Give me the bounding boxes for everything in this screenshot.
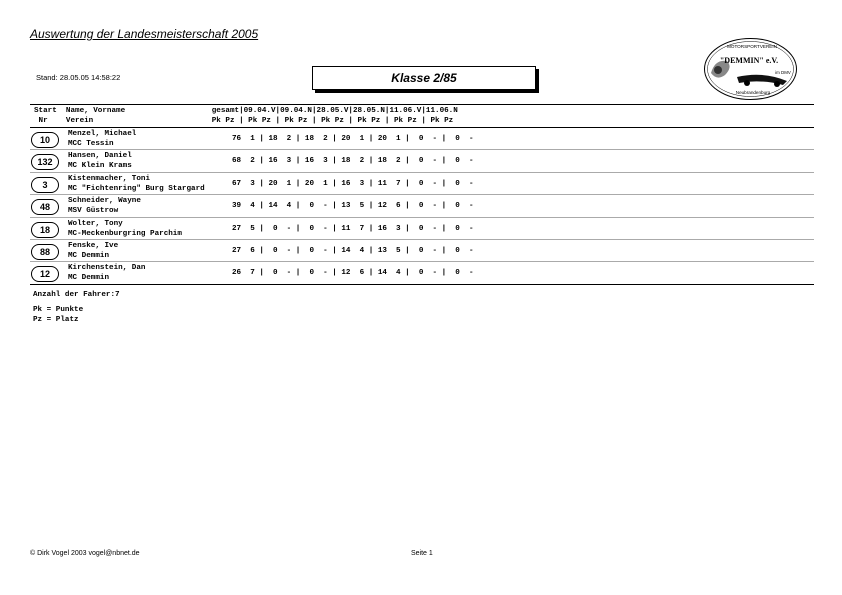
table-header: [34, 106, 458, 126]
table-row: [0, 218, 842, 240]
rider-results: 76 1 | 18 2 | 18 2 | 20 1 | 20 1 | 0 - | 0 -: [232, 135, 474, 143]
rider-club: MCC Tessin: [68, 140, 114, 148]
start-number: 3: [31, 177, 59, 193]
logo-side-text: im DMV: [775, 70, 791, 75]
rider-name: Fenske, Ive: [68, 242, 119, 250]
rider-club: MC Klein Krams: [68, 162, 132, 171]
start-number: 88: [31, 244, 59, 260]
rider-info: [68, 129, 136, 149]
rider-results: 67 3 | 20 1 | 20 1 | 16 3 | 11 7 | 0 - | 0 -: [232, 179, 474, 188]
rider-info: [68, 241, 118, 261]
start-number: 18: [31, 222, 59, 238]
rider-count: Anzahl der Fahrer:7: [33, 291, 120, 299]
rider-info: [68, 219, 182, 239]
document-title: Auswertung der Landesmeisterschaft 2005: [30, 27, 259, 41]
row-divider: [30, 284, 814, 285]
rider-info: [68, 174, 205, 194]
rider-results: 39 4 | 14 4 | 0 - | 13 5 | 12 6 | 0 - | 0 -: [232, 202, 474, 211]
table-row: [0, 173, 842, 195]
rider-club: MC Demmin: [68, 274, 110, 283]
logo-main-text: "DEMMIN" e.V.: [719, 56, 779, 65]
klasse-label: Klasse 2/85: [391, 71, 457, 85]
rider-name: Kistenmacher, Toni: [68, 174, 151, 183]
rider-results: 68 2 | 16 3 | 16 3 | 18 2 | 18 2 | 0 - | 0 -: [232, 157, 474, 166]
footer-copyright: © Dirk Vogel 2003 vogel@nbnet.de: [30, 550, 140, 557]
table-row: [0, 195, 842, 217]
rider-info: [68, 151, 132, 171]
rider-name: Menzel, Michael: [68, 130, 137, 138]
rider-name: Wolter, Tony: [68, 219, 123, 228]
start-number: 12: [31, 266, 59, 282]
start-number: 48: [31, 199, 59, 215]
header-top-rule: [30, 104, 814, 105]
rider-info: [68, 263, 145, 283]
table-row: [0, 128, 842, 150]
rider-results: 27 5 | 0 - | 0 - | 11 7 | 16 3 | 0 - | 0 -: [232, 224, 474, 233]
table-row: [0, 150, 842, 172]
footer-page-number: Seite 1: [411, 550, 433, 557]
rider-club: MC Demmin: [68, 252, 110, 260]
legend-pk: Pk = Punkte: [33, 306, 84, 314]
rider-results: 26 7 | 0 - | 0 - | 12 6 | 14 4 | 0 - | 0 -: [232, 269, 474, 278]
rider-info: [68, 196, 141, 216]
rider-club: MC "Fichtenring" Burg Stargard: [68, 184, 205, 193]
rider-name: Schneider, Wayne: [68, 197, 141, 206]
rider-results: 27 6 | 0 - | 0 - | 14 4 | 13 5 | 0 - | 0 -: [232, 247, 474, 255]
stand-timestamp: Stand: 28.05.05 14:58:22: [36, 73, 121, 82]
header-line-2: Nr Verein Pk Pz | Pk Pz | Pk Pz | Pk Pz | Pk Pz | Pk Pz | Pk Pz: [34, 117, 454, 125]
legend: [33, 305, 83, 325]
logo-top-text: MOTORSPORTVEREIN: [727, 44, 777, 49]
header-line-1: Start Name, Vorname gesamt|09.04.V|09.04.N|28.05.V|28.05.N|11.06.V|11.06.N: [34, 107, 458, 115]
klasse-box: [312, 66, 536, 90]
table-row: [0, 262, 842, 284]
rider-club: MSV Güstrow: [68, 207, 119, 216]
logo-bottom-text: Neubrandenburg: [735, 90, 771, 95]
start-number: 132: [31, 154, 59, 170]
table-row: [0, 240, 842, 262]
legend-pz: Pz = Platz: [33, 316, 79, 324]
club-logo: [703, 37, 798, 101]
rider-club: MC-Meckenburgring Parchim: [68, 229, 182, 238]
start-number: 10: [31, 132, 59, 148]
rider-name: Kirchenstein, Dan: [68, 264, 146, 273]
rider-name: Hansen, Daniel: [68, 152, 132, 161]
